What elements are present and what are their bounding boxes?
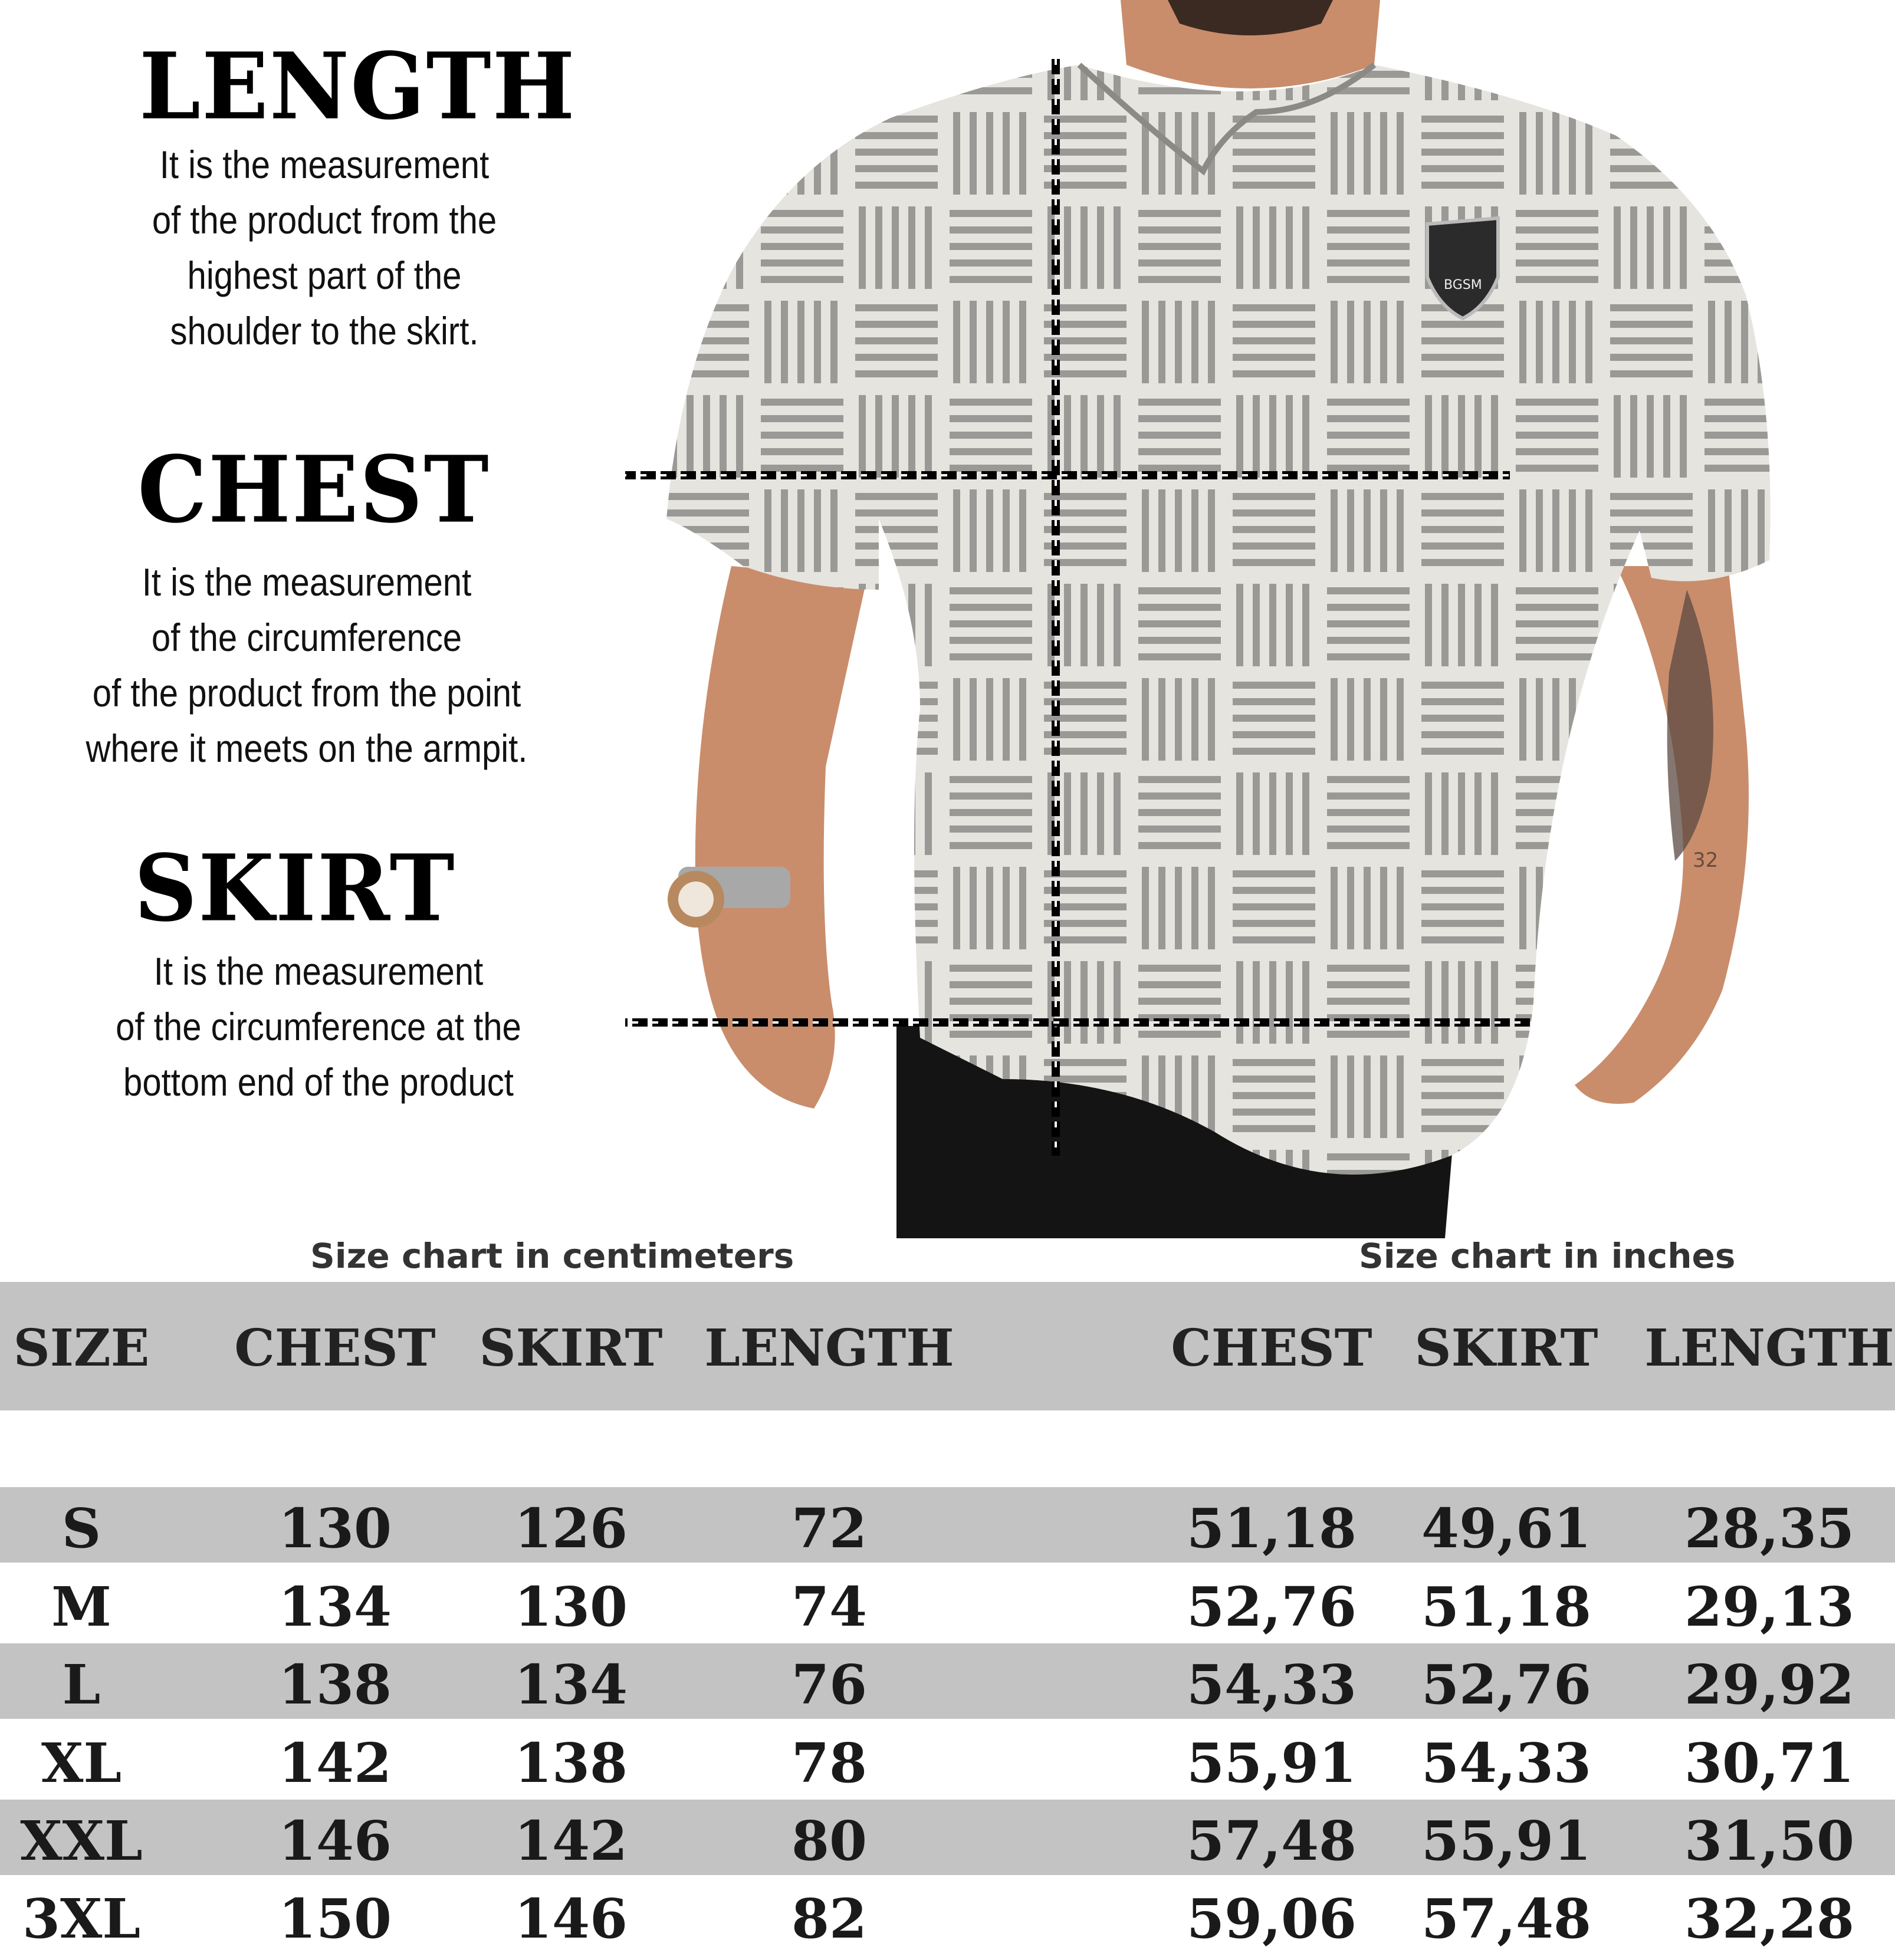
chest-desc-line: It is the measurement	[142, 560, 472, 604]
model-right-arm	[1575, 566, 1749, 1104]
caption-inches: Size chart in inches	[1359, 1236, 1736, 1276]
cell-cm-length: 82	[791, 1887, 868, 1951]
chest-heading: CHEST	[137, 435, 490, 544]
cell-in-chest: 54,33	[1186, 1653, 1357, 1716]
table-row	[0, 1643, 1895, 1719]
cell-in-skirt: 55,91	[1421, 1809, 1592, 1873]
cell-cm-skirt: 138	[514, 1731, 628, 1795]
cell-cm-chest: 134	[278, 1575, 392, 1639]
length-desc-line: of the product from the	[152, 198, 497, 242]
cell-cm-chest: 142	[278, 1731, 392, 1795]
model-left-arm	[695, 566, 867, 1109]
cell-cm-length: 74	[791, 1575, 868, 1639]
cell-in-length: 32,28	[1684, 1887, 1855, 1951]
tattoo-number: 32	[1693, 849, 1719, 872]
skirt-desc-line: bottom end of the product	[123, 1060, 514, 1104]
cell-size: XXL	[20, 1809, 143, 1873]
length-heading: LENGTH	[139, 32, 576, 140]
cell-cm-length: 72	[791, 1497, 868, 1560]
cell-in-skirt: 57,48	[1421, 1887, 1592, 1951]
skirt-description	[96, 943, 542, 1110]
cell-cm-length: 76	[791, 1653, 868, 1716]
length-desc-line: highest part of the	[187, 254, 462, 297]
skirt-desc-line: of the circumference at the	[116, 1005, 521, 1048]
length-desc-line: It is the measurement	[159, 143, 490, 186]
cell-in-chest: 59,06	[1186, 1887, 1357, 1951]
cell-size: M	[51, 1575, 111, 1639]
cell-cm-skirt: 126	[514, 1497, 628, 1560]
caption-centimeters: Size chart in centimeters	[310, 1236, 794, 1276]
cell-cm-length: 80	[791, 1809, 868, 1873]
table-row	[0, 1566, 1895, 1641]
cell-in-chest: 51,18	[1186, 1497, 1357, 1560]
cell-cm-length: 78	[791, 1731, 868, 1795]
cell-in-length: 29,13	[1684, 1575, 1855, 1639]
cell-cm-skirt: 134	[514, 1653, 628, 1716]
cell-cm-skirt: 130	[514, 1575, 628, 1639]
skirt-heading: SKIRT	[134, 834, 456, 942]
cell-cm-skirt: 142	[514, 1809, 628, 1873]
svg-text:BGSM: BGSM	[1444, 278, 1482, 292]
skirt-desc-line: It is the measurement	[153, 949, 484, 993]
cell-cm-chest: 130	[278, 1497, 392, 1560]
chest-desc-line: of the product from the point	[92, 671, 521, 715]
header-in-chest: CHEST	[1171, 1318, 1372, 1378]
cell-in-skirt: 49,61	[1421, 1497, 1592, 1560]
length-desc-line: shoulder to the skirt.	[170, 309, 479, 353]
header-cm-chest: CHEST	[234, 1318, 436, 1378]
cell-in-chest: 52,76	[1186, 1575, 1357, 1639]
length-description	[117, 137, 532, 359]
chest-desc-line: where it meets on the armpit.	[86, 726, 528, 770]
cell-in-chest: 57,48	[1186, 1809, 1357, 1873]
cell-in-length: 31,50	[1684, 1809, 1855, 1873]
cell-size: XL	[41, 1731, 122, 1795]
table-row	[0, 1877, 1895, 1951]
model-photo	[625, 0, 1895, 1238]
cell-size: L	[62, 1653, 101, 1716]
cell-cm-chest: 150	[278, 1887, 392, 1951]
cell-in-length: 28,35	[1684, 1497, 1855, 1560]
cell-in-length: 30,71	[1684, 1731, 1855, 1795]
header-size: SIZE	[13, 1318, 150, 1378]
cell-cm-chest: 146	[278, 1809, 392, 1873]
cell-in-skirt: 52,76	[1421, 1653, 1592, 1716]
table-row	[0, 1722, 1895, 1797]
header-in-skirt: SKIRT	[1414, 1318, 1598, 1378]
table-row	[0, 1487, 1895, 1563]
chest-desc-line: of the circumference	[151, 616, 462, 659]
cell-size: S	[61, 1497, 101, 1560]
cell-size: 3XL	[22, 1887, 141, 1951]
cell-in-skirt: 54,33	[1421, 1731, 1592, 1795]
cell-cm-skirt: 146	[514, 1887, 628, 1951]
cell-in-skirt: 51,18	[1421, 1575, 1592, 1639]
header-cm-length: LENGTH	[704, 1318, 954, 1378]
cell-cm-chest: 138	[278, 1653, 392, 1716]
cell-in-length: 29,92	[1684, 1653, 1855, 1716]
table-row	[0, 1800, 1895, 1875]
cell-in-chest: 55,91	[1186, 1731, 1357, 1795]
header-cm-skirt: SKIRT	[479, 1318, 663, 1378]
chest-description	[68, 554, 546, 776]
header-in-length: LENGTH	[1644, 1318, 1894, 1378]
